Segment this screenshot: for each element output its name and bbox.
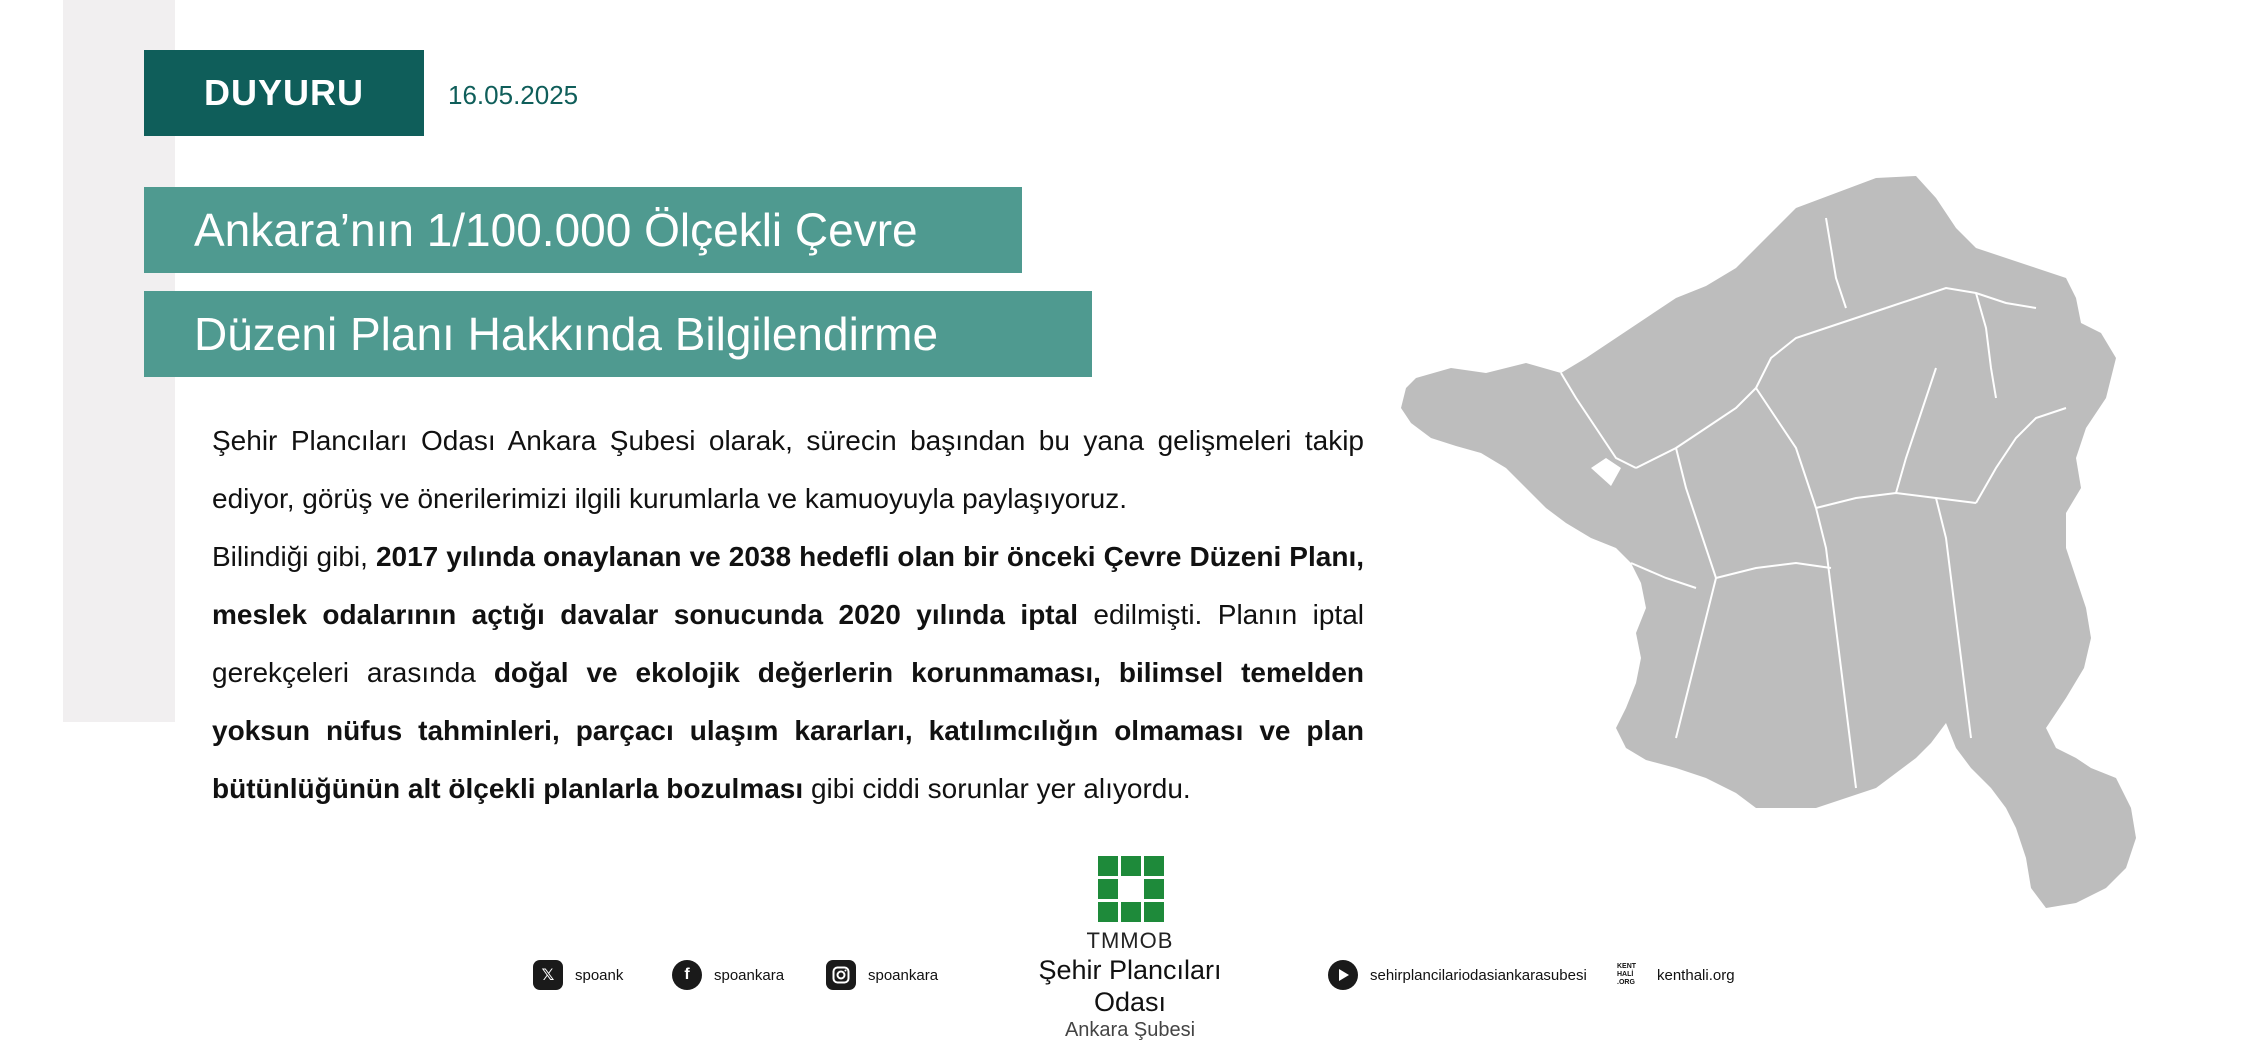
title-line-2: Düzeni Planı Hakkında Bilgilendirme — [144, 291, 1092, 377]
org-name: Şehir Plancıları Odası — [1038, 955, 1222, 1017]
body-text — [212, 412, 1364, 818]
tmmob-logo-icon — [1098, 856, 1164, 922]
facebook-link[interactable]: f spoankara — [672, 958, 784, 992]
announcement-date: 16.05.2025 — [448, 80, 579, 110]
title-line-1: Ankara’nın 1/100.000 Ölçekli Çevre — [144, 187, 1022, 273]
kenthali-link[interactable]: KENT HALİ .ORG kenthali.org — [1617, 958, 1735, 992]
paragraph-1: Şehir Plancıları Odası Ankara Şubesi olarak, sürecin başından bu yana gelişmeleri takip ediyor, görüş ve önerilerimizi ilgili kurumlarla ve kamuoyuyla paylaşıyoruz. — [212, 425, 1364, 514]
x-twitter-icon: 𝕏 — [533, 960, 563, 990]
org-branch: Ankara Şubesi — [1064, 1019, 1196, 1041]
twitter-link[interactable]: 𝕏 spoank — [533, 958, 623, 992]
instagram-icon — [826, 960, 856, 990]
instagram-link[interactable]: spoankara — [826, 958, 938, 992]
org-tmmob: TMMOB — [1086, 928, 1174, 953]
organization-block — [1000, 928, 1260, 1042]
map-province-shape — [1401, 176, 2136, 908]
facebook-icon: f — [672, 960, 702, 990]
youtube-icon — [1328, 960, 1358, 990]
ankara-district-map — [1376, 168, 2176, 938]
youtube-link[interactable]: sehirplancilariodasiankarasubesi — [1328, 958, 1587, 992]
paragraph-2: Bilindiği gibi, 2017 yılında onaylanan ve 2038 hedefli olan bir önceki Çevre Düzeni Planı, meslek odalarının açtığı davalar sonucunda 2020 yılında iptal edilmişti. Planın iptal gerekçeleri arasında doğal ve ekolojik değerlerin korunmaması, bilimsel temelden yoksun nüfus tahminleri, parçacı ulaşım kararları, katılımcılığın olmaması ve plan bütünlüğünün alt ölçekli planlarla bozulması gibi ciddi sorunlar yer alıyordu. — [212, 541, 1365, 804]
announcement-badge: DUYURU — [144, 50, 424, 136]
kenthali-logo: KENT HALİ .ORG — [1617, 963, 1637, 986]
